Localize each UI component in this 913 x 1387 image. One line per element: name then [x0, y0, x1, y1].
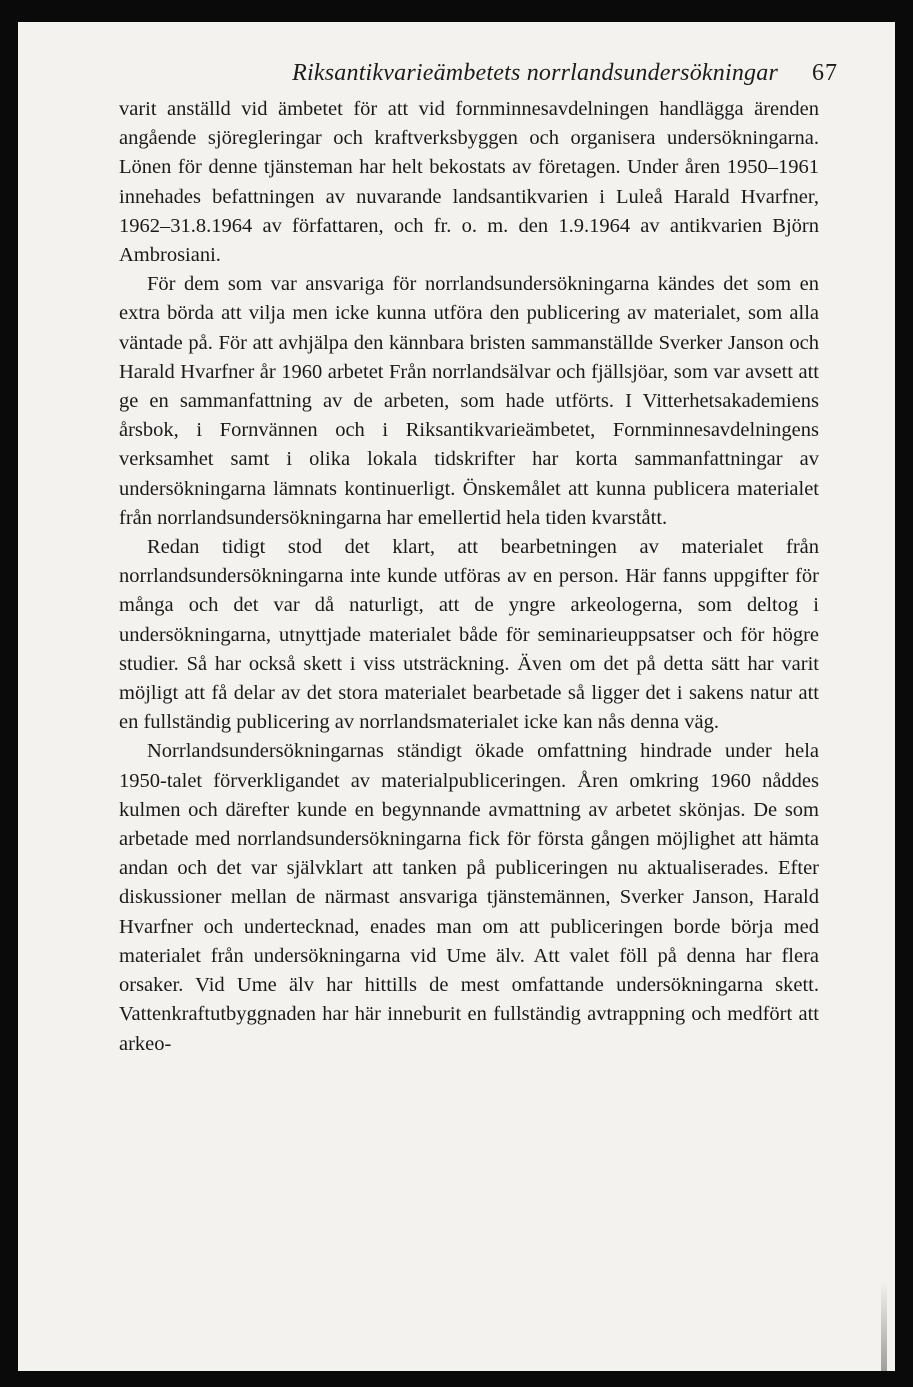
- book-page: [18, 22, 895, 1371]
- page-number: 67: [812, 60, 838, 86]
- paragraph: Norrlandsundersökningarnas ständigt ökade omfattning hindrade under hela 1950-talet förverkligandet av materialpubliceringen. Åren omkring 1960 nåddes kulmen och därefter kunde en begynnande avmattning av arbetet skönjas. De som arbetade med norrlandsundersökningarna fick för första gången möjlighet att hämta andan och det var självklart att tanken på publiceringen nu aktualiserades. Efter diskussioner mellan de närmast ansvariga tjänstemännen, Sverker Janson, Harald Hvarfner och undertecknad, enades man om att publiceringen borde börja med materialet från undersökningarna vid Ume älv. Att valet föll på denna har flera orsaker. Vid Ume älv har hittills de mest omfattande undersökningarna skett. Vattenkraftutbyggnaden har här inneburit en fullständig avtrappning och medfört att arkeo-: [119, 740, 819, 1055]
- body-text: [119, 95, 819, 1059]
- running-head: [138, 52, 838, 92]
- scan-smudge: [881, 1281, 887, 1371]
- running-head-title: Riksantikvarieämbetets norrlandsundersökningar: [292, 60, 778, 86]
- paragraph: Redan tidigt stod det klart, att bearbetningen av materialet från norrlandsundersökningarna inte kunde utföras av en person. Här fanns uppgifter för många och det var då naturligt, att de yngre arkeologerna, som deltog i undersökningarna, utnyttjade materialet både för seminarieuppsatser och för högre studier. Så har också skett i viss utsträckning. Även om det på detta sätt har varit möjligt att få delar av det stora materialet bearbetade så ligger det i sakens natur att en fullständig publicering av norrlandsmaterialet icke kan nås denna väg.: [119, 536, 819, 734]
- paragraph: varit anställd vid ämbetet för att vid fornminnesavdelningen handlägga ärenden angående sjöregleringar och kraftverksbyggen och organisera undersökningarna. Lönen för denne tjänsteman har helt bekostats av företagen. Under åren 1950–1961 innehades befattningen av nuvarande landsantikvarien i Luleå Harald Hvarfner, 1962–31.8.1964 av författaren, och fr. o. m. den 1.9.1964 av antikvarien Björn Ambrosiani.: [119, 98, 819, 267]
- paragraph: För dem som var ansvariga för norrlandsundersökningarna kändes det som en extra börda att vilja men icke kunna utföra den publicering av materialet, som alla väntade på. För att avhjälpa den kännbara bristen sammanställde Sverker Janson och Harald Hvarfner år 1960 arbetet Från norrlandsälvar och fjällsjöar, som var avsett att ge en sammanfattning av de arbeten, som hade utförts. I Vitterhetsakademiens årsbok, i Fornvännen och i Riksantikvarieämbetet, Fornminnesavdelningens verksamhet samt i olika lokala tidskrifter har korta sammanfattningar av undersökningarna lämnats kontinuerligt. Önskemålet att kunna publicera materialet från norrlandsundersökningarna har emellertid hela tiden kvarstått.: [119, 273, 819, 529]
